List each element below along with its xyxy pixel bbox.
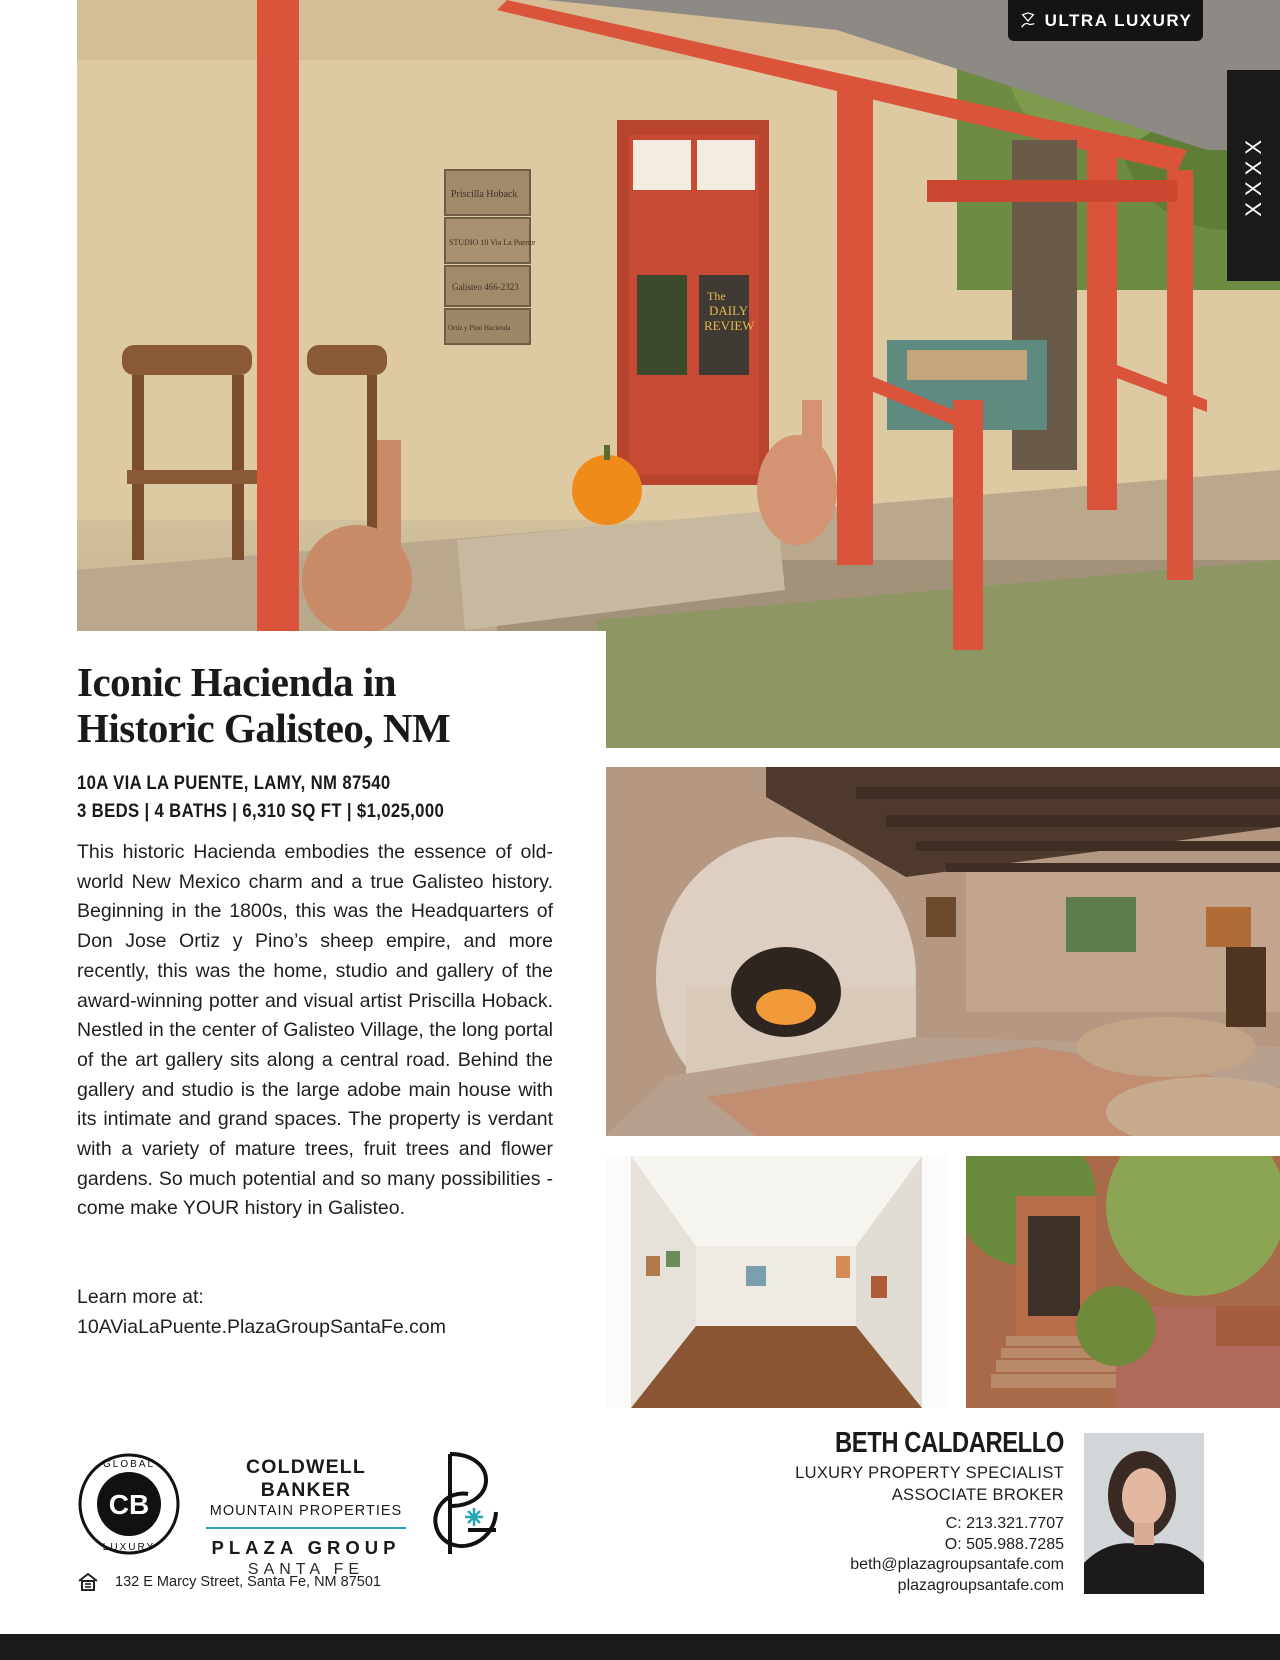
agent-name: BETH CALDARELLO bbox=[835, 1427, 1064, 1459]
garden-entry-photo bbox=[966, 1156, 1280, 1408]
living-room-photo bbox=[606, 767, 1280, 1136]
agent-title-2: ASSOCIATE BROKER bbox=[891, 1486, 1064, 1504]
team-name: PLAZA GROUP bbox=[211, 1537, 401, 1558]
brokerage-wordmark bbox=[200, 1456, 412, 1579]
agent-portrait bbox=[1084, 1433, 1204, 1594]
agent-headshot bbox=[1084, 1433, 1204, 1594]
global-luxury-bottom: LUXURY bbox=[102, 1542, 156, 1553]
living-room-illustration bbox=[606, 767, 1280, 1136]
agent-titles bbox=[780, 1462, 1064, 1506]
sign-line-3: Galisteo 466-2323 bbox=[452, 282, 519, 292]
listing-title-line-1: Iconic Hacienda in bbox=[77, 659, 397, 705]
side-tab bbox=[1227, 70, 1280, 281]
agent-info bbox=[780, 1426, 1064, 1596]
door-text-3: REVIEW bbox=[704, 318, 755, 333]
sign-line-1: Priscilla Hoback bbox=[451, 189, 518, 200]
team-city: SANTA FE bbox=[247, 1561, 365, 1578]
door-text-1: The bbox=[707, 289, 726, 303]
art-gallery-illustration bbox=[606, 1156, 947, 1408]
agent-email[interactable]: beth@plazagroupsantafe.com bbox=[850, 1556, 1064, 1573]
plaza-group-monogram bbox=[428, 1450, 504, 1556]
equal-housing-icon bbox=[77, 1571, 99, 1593]
learn-more-url[interactable]: 10AViaLaPuente.PlazaGroupSantaFe.com bbox=[77, 1316, 446, 1338]
agent-contact bbox=[780, 1514, 1064, 1596]
diamond-hand-icon bbox=[1019, 12, 1037, 30]
brokerage-name: COLDWELL BANKER bbox=[245, 1456, 367, 1501]
office-address: 132 E Marcy Street, Santa Fe, NM 87501 bbox=[115, 1574, 381, 1590]
door-text-2: DAILY bbox=[709, 303, 749, 318]
global-luxury-top: GLOBAL bbox=[102, 1459, 156, 1470]
ultra-luxury-badge bbox=[1008, 0, 1203, 41]
learn-more-block bbox=[77, 1282, 597, 1342]
learn-more-label: Learn more at: bbox=[77, 1286, 204, 1308]
side-tab-label: XXXX bbox=[1240, 134, 1266, 217]
listing-address: 10A VIA LA PUENTE, LAMY, NM 87540 bbox=[77, 773, 391, 794]
global-luxury-logo bbox=[77, 1452, 181, 1556]
office-address-row bbox=[77, 1571, 381, 1593]
agent-cell-phone[interactable]: C: 213.321.7707 bbox=[945, 1515, 1064, 1532]
listing-description: This historic Hacienda embodies the essence of old-world New Mexico charm and a true Galisteo history. Beginning in the 1800s, this was the Headquarters of Don Jose Ortiz y Pino’s sheep empire, and more recently, this was the home, studio and gallery of the award-winning potter and visual artist Priscilla Hoback. Nestled in the center of Galisteo Village, the long portal of the art gallery sits along a central road. Behind the gallery and studio is the large adobe main house with its intimate and grand spaces. The property is verdant with a variety of mature trees, fruit trees and flower gardens. So much potential and so many possibilities - come make YOUR history in Galisteo. bbox=[77, 841, 553, 1220]
bottom-bar bbox=[0, 1634, 1280, 1660]
agent-title-1: LUXURY PROPERTY SPECIALIST bbox=[795, 1464, 1064, 1482]
agent-website[interactable]: plazagroupsantafe.com bbox=[897, 1576, 1064, 1594]
listing-title-line-2: Historic Galisteo, NM bbox=[77, 705, 451, 751]
sign-line-2: STUDIO 10 Via La Puente bbox=[449, 238, 536, 247]
listing-title bbox=[77, 659, 597, 751]
agent-office-phone[interactable]: O: 505.988.7285 bbox=[944, 1535, 1064, 1553]
listing-address-block bbox=[77, 770, 535, 826]
brokerage-divider bbox=[206, 1527, 406, 1529]
global-luxury-mark: CB bbox=[108, 1489, 150, 1520]
ultra-luxury-label: ULTRA LUXURY bbox=[1044, 10, 1193, 30]
brokerage-subname: MOUNTAIN PROPERTIES bbox=[209, 1503, 403, 1519]
garden-entry-illustration bbox=[966, 1156, 1280, 1408]
art-gallery-photo bbox=[606, 1156, 947, 1408]
listing-specs: 3 BEDS | 4 BATHS | 6,310 SQ FT | $1,025,000 bbox=[77, 801, 445, 822]
sign-line-4: Ortiz y Pino Hacienda bbox=[448, 324, 511, 332]
